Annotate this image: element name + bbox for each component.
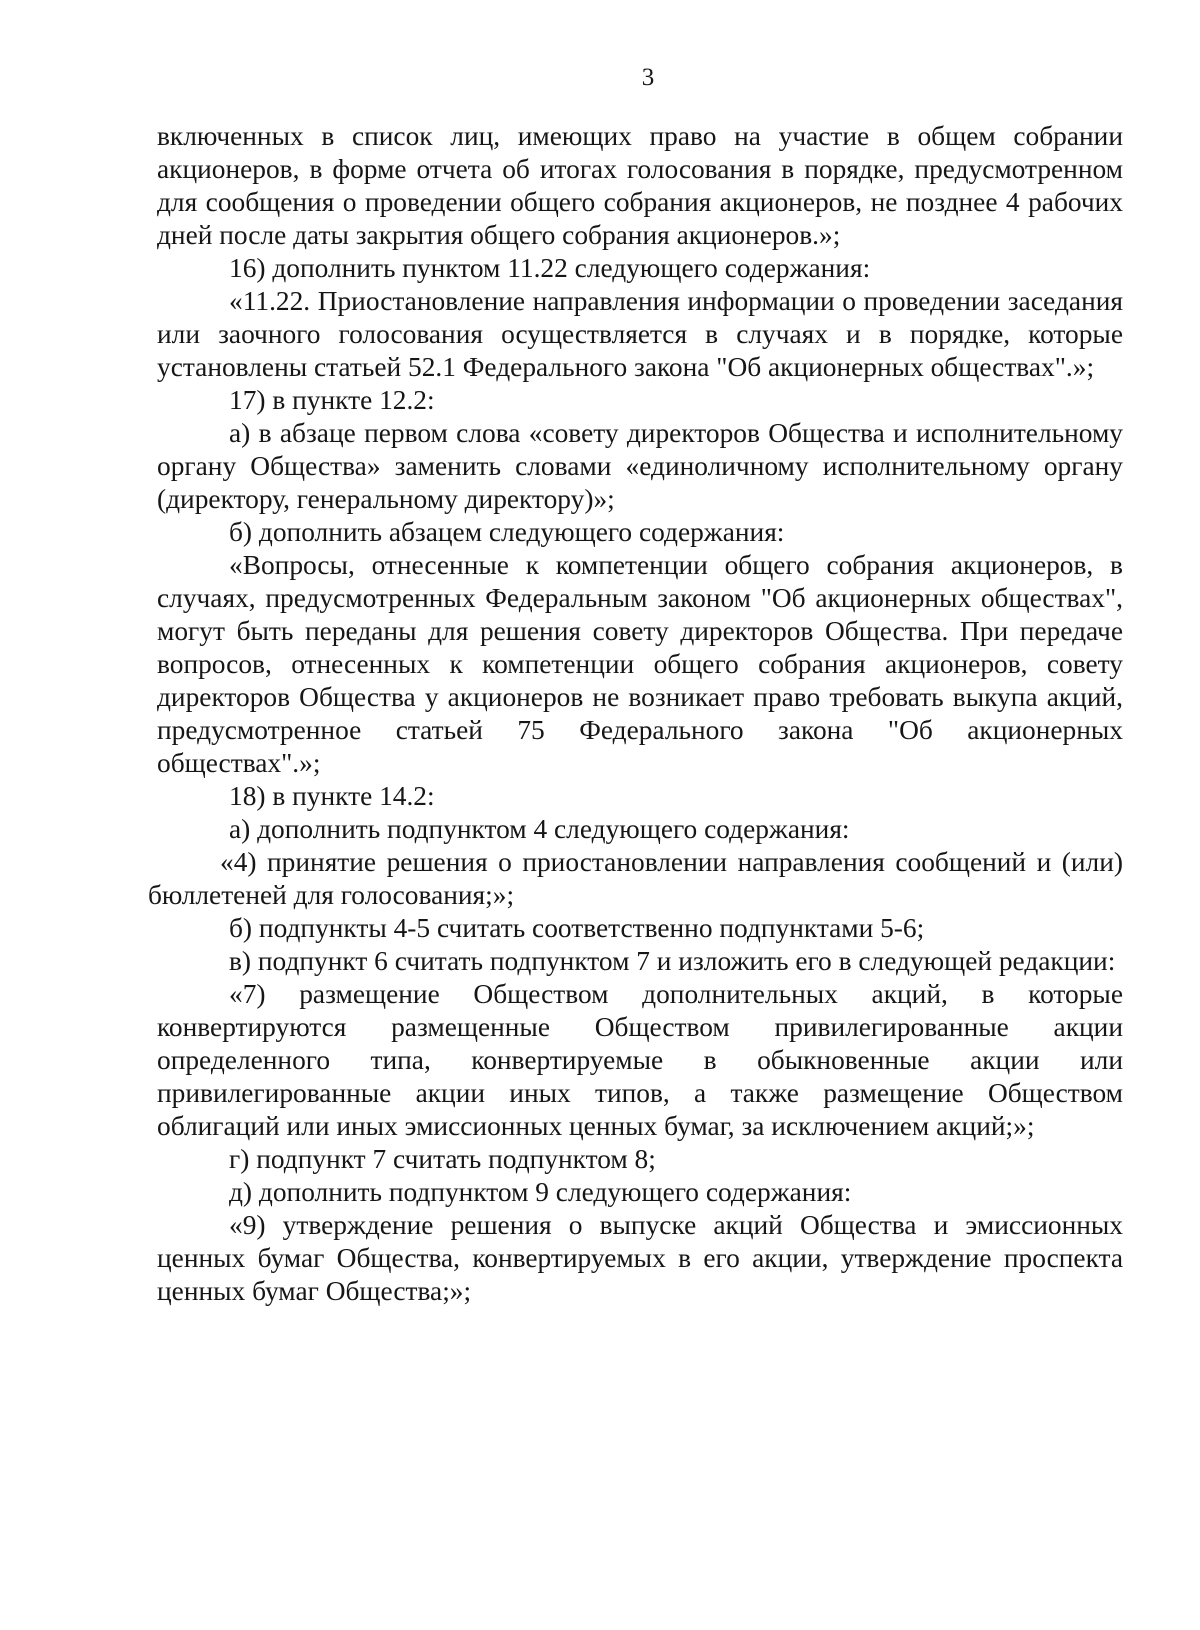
- paragraph-item-17: 17) в пункте 12.2:: [229, 385, 435, 415]
- paragraph-item-18: 18) в пункте 14.2:: [229, 781, 435, 811]
- paragraph-item-18-b: б) подпункты 4-5 считать соответственно подпунктами 5-6;: [229, 913, 925, 943]
- page-number: 3: [641, 64, 655, 91]
- paragraph-quote-4: «4) принятие решения о приостановлении направления сообщений и (или) бюллетеней для голосования;»;: [148, 847, 1123, 910]
- paragraph-item-18-v: в) подпункт 6 считать подпунктом 7 и изложить его в следующей редакции:: [229, 946, 1116, 976]
- paragraph-continuation: включенных в список лиц, имеющих право на участие в общем собрании акционеров, в форме отчета об итогах голосования в порядке, предусмотренном для сообщения о проведении общего собрания акционеров, не позднее 4 рабочих дней после даты закрытия общего собрания акционеров.»;: [157, 121, 1123, 250]
- paragraph-quote-7: «7) размещение Обществом дополнительных акций, в которые конвертируются размещенные Обществом привилегированные акции определенного типа, конвертируемые в обыкновенные акции или привилегированные акции иных типов, а также размещение Обществом облигаций или иных эмиссионных ценных бумаг, за исключением акций;»;: [157, 979, 1123, 1141]
- paragraph-item-17-b: б) дополнить абзацем следующего содержания:: [229, 517, 785, 547]
- paragraph-item-18-d: д) дополнить подпунктом 9 следующего содержания:: [229, 1177, 852, 1207]
- paragraph-item-18-a: а) дополнить подпунктом 4 следующего содержания:: [229, 814, 850, 844]
- paragraph-quote-11-22: «11.22. Приостановление направления информации о проведении заседания или заочного голосования осуществляется в случаях и в порядке, которые установлены статьей 52.1 Федерального закона "Об акционерных обществах".»;: [157, 286, 1123, 382]
- document-body: [148, 120, 1123, 1308]
- paragraph-item-16: 16) дополнить пунктом 11.22 следующего содержания:: [229, 253, 871, 283]
- paragraph-item-17-a: а) в абзаце первом слова «совету директоров Общества и исполнительному органу Общества» заменить словами «единоличному исполнительному органу (директору, генеральному директору)»;: [157, 418, 1123, 514]
- paragraph-quote-9: «9) утверждение решения о выпуске акций Общества и эмиссионных ценных бумаг Общества, конвертируемых в его акции, утверждение проспекта ценных бумаг Общества;»;: [157, 1210, 1123, 1306]
- paragraph-quote-questions: «Вопросы, отнесенные к компетенции общего собрания акционеров, в случаях, предусмотренных Федеральным законом "Об акционерных обществах", могут быть переданы для решения совету директоров Общества. При передаче вопросов, отнесенных к компетенции общего собрания акционеров, совету директоров Общества у акционеров не возникает право требовать выкупа акций, предусмотренное статьей 75 Федерального закона "Об акционерных обществах".»;: [157, 550, 1123, 778]
- paragraph-item-18-g: г) подпункт 7 считать подпунктом 8;: [229, 1144, 656, 1174]
